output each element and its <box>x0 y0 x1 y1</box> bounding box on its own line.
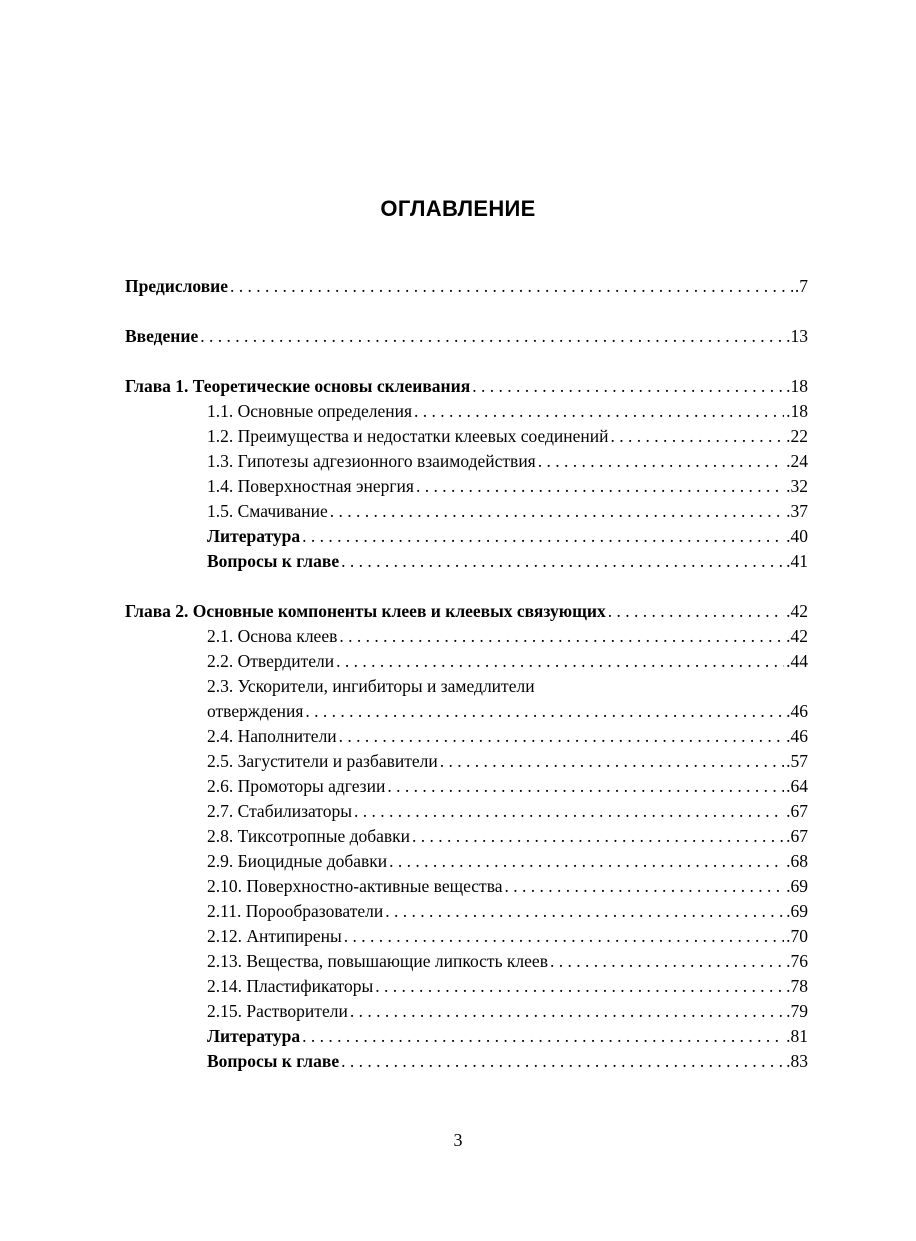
dot-leader <box>341 1049 784 1074</box>
toc-entry-label: Введение <box>125 326 199 346</box>
dot-leader <box>505 874 785 899</box>
toc-entry-page: .46 <box>786 726 808 746</box>
toc-entry-page: .67 <box>786 801 808 821</box>
toc-entry-1-5[interactable] <box>207 499 808 524</box>
toc-entry-2-8[interactable] <box>207 824 808 849</box>
dot-leader <box>302 524 784 549</box>
toc-entry-2-11[interactable] <box>207 899 808 924</box>
toc-entry-label: отверждения <box>207 701 304 721</box>
toc-entry-label: Литература <box>207 526 301 546</box>
dot-leader <box>200 324 784 349</box>
toc-entry-page: .37 <box>786 501 808 521</box>
toc-entry-2-1[interactable] <box>207 624 808 649</box>
toc-entry-label: 2.11. Порообразователи <box>207 901 384 921</box>
toc-entry-page: .69 <box>786 901 808 921</box>
toc-entry-page: .64 <box>786 776 808 796</box>
toc-entry-label: 2.15. Растворители <box>207 1001 348 1021</box>
dot-leader <box>416 474 784 499</box>
dot-leader <box>440 749 784 774</box>
toc-entry-page: .40 <box>786 526 808 546</box>
dot-leader <box>608 599 784 624</box>
dot-leader <box>375 974 784 999</box>
toc-entry-label: Вопросы к главе <box>207 551 340 571</box>
dot-leader <box>385 899 784 924</box>
toc-entry-label: 2.8. Тиксотропные добавки <box>207 826 411 846</box>
toc-entry-1-1[interactable] <box>207 399 808 424</box>
toc-entry-page: .18 <box>786 401 808 421</box>
toc-entry-page: .81 <box>786 1026 808 1046</box>
dot-leader <box>389 849 784 874</box>
toc-chapter-1[interactable] <box>125 374 808 399</box>
toc-entry-2-14[interactable] <box>207 974 808 999</box>
page-number: 3 <box>453 1130 463 1150</box>
dot-leader <box>230 274 793 299</box>
toc-entry-page: .18 <box>786 376 808 396</box>
toc-entry-page: .69 <box>786 876 808 896</box>
toc-entry-page: .7 <box>794 276 808 296</box>
dot-leader <box>339 624 784 649</box>
toc-entry-page: .32 <box>786 476 808 496</box>
dot-leader <box>302 1024 784 1049</box>
toc-entry-page: .57 <box>786 751 808 771</box>
toc-entry-label: Вопросы к главе <box>207 1051 340 1071</box>
toc-entry-page: .76 <box>786 951 808 971</box>
toc-entry-label: Глава 2. Основные компоненты клеев и клеевых связующих <box>125 601 606 621</box>
dot-leader <box>305 699 784 724</box>
toc-entry-1-3[interactable] <box>207 449 808 474</box>
toc-entry-page: .24 <box>786 451 808 471</box>
toc-entry-ch2-questions[interactable] <box>207 1049 808 1074</box>
dot-leader <box>472 374 784 399</box>
dot-leader <box>330 499 784 524</box>
dot-leader <box>387 774 784 799</box>
toc-entry-label: Глава 1. Теоретические основы склеивания <box>125 376 471 396</box>
toc-entry-label: 2.13. Вещества, повышающие липкость клеев <box>207 951 548 971</box>
toc-entry-2-3[interactable] <box>207 699 808 724</box>
dot-leader <box>412 824 784 849</box>
toc-entry-2-3-line1[interactable]: 2.3. Ускорители, ингибиторы и замедлители <box>207 676 535 696</box>
dot-leader <box>350 999 784 1024</box>
toc-entry-label: 2.9. Биоцидные добавки <box>207 851 388 871</box>
toc-entry-page: .79 <box>786 1001 808 1021</box>
toc-entry-page: .70 <box>786 926 808 946</box>
toc-entry-page: .78 <box>786 976 808 996</box>
dot-leader <box>341 549 784 574</box>
toc-entry-page: .13 <box>786 326 808 346</box>
toc-entry-label: 2.1. Основа клеев <box>207 626 338 646</box>
toc-entry-page: .44 <box>786 651 808 671</box>
toc-entry-label: 1.1. Основные определения <box>207 401 413 421</box>
toc-entry-2-2[interactable] <box>207 649 808 674</box>
toc-entry-page: .83 <box>786 1051 808 1071</box>
toc-entry-introduction[interactable] <box>125 324 808 349</box>
toc-entry-label: 2.12. Антипирены <box>207 926 342 946</box>
dot-leader <box>538 449 784 474</box>
dot-leader <box>550 949 784 974</box>
toc-entry-ch1-literature[interactable] <box>207 524 808 549</box>
toc-entry-page: .42 <box>786 626 808 646</box>
toc-entry-label: Литература <box>207 1026 301 1046</box>
toc-entry-ch1-questions[interactable] <box>207 549 808 574</box>
toc-entry-2-13[interactable] <box>207 949 808 974</box>
toc-entry-label: 2.2. Отвердители <box>207 651 335 671</box>
toc-entry-page: .42 <box>786 601 808 621</box>
toc-entry-1-4[interactable] <box>207 474 808 499</box>
toc-entry-label: 2.6. Промоторы адгезии <box>207 776 386 796</box>
toc-entry-page: .22 <box>786 426 808 446</box>
table-of-contents <box>125 274 808 1074</box>
toc-entry-2-6[interactable] <box>207 774 808 799</box>
toc-entry-page: .41 <box>786 551 808 571</box>
toc-entry-preface[interactable] <box>125 274 808 299</box>
toc-entry-2-4[interactable] <box>207 724 808 749</box>
toc-entry-label: 1.2. Преимущества и недостатки клеевых соединений <box>207 426 609 446</box>
toc-entry-label: 2.14. Пластификаторы <box>207 976 374 996</box>
toc-entry-page: .67 <box>786 826 808 846</box>
toc-entry-page: .46 <box>786 701 808 721</box>
toc-entry-2-9[interactable] <box>207 849 808 874</box>
dot-leader <box>339 724 784 749</box>
dot-leader <box>610 424 784 449</box>
dot-leader <box>414 399 784 424</box>
toc-entry-label: 1.3. Гипотезы адгезионного взаимодействия <box>207 451 536 471</box>
toc-entry-label: 2.5. Загустители и разбавители <box>207 751 438 771</box>
toc-entry-page: .68 <box>786 851 808 871</box>
dot-leader <box>354 799 784 824</box>
toc-entry-2-10[interactable] <box>207 874 808 899</box>
dot-leader <box>336 649 784 674</box>
toc-entry-2-7[interactable] <box>207 799 808 824</box>
toc-entry-label: 1.5. Смачивание <box>207 501 328 521</box>
toc-entry-ch2-literature[interactable] <box>207 1024 808 1049</box>
toc-entry-label: 1.4. Поверхностная энергия <box>207 476 414 496</box>
toc-entry-2-15[interactable] <box>207 999 808 1024</box>
toc-entry-label: 2.7. Стабилизаторы <box>207 801 352 821</box>
toc-entry-1-2[interactable] <box>207 424 808 449</box>
page-title: ОГЛАВЛЕНИЕ <box>380 196 536 221</box>
dot-leader <box>344 924 784 949</box>
toc-chapter-2[interactable] <box>125 599 808 624</box>
toc-entry-2-12[interactable] <box>207 924 808 949</box>
toc-entry-label: 2.10. Поверхностно-активные вещества <box>207 876 503 896</box>
toc-entry-2-5[interactable] <box>207 749 808 774</box>
toc-entry-label: Предисловие <box>125 276 229 296</box>
toc-entry-label: 2.4. Наполнители <box>207 726 337 746</box>
